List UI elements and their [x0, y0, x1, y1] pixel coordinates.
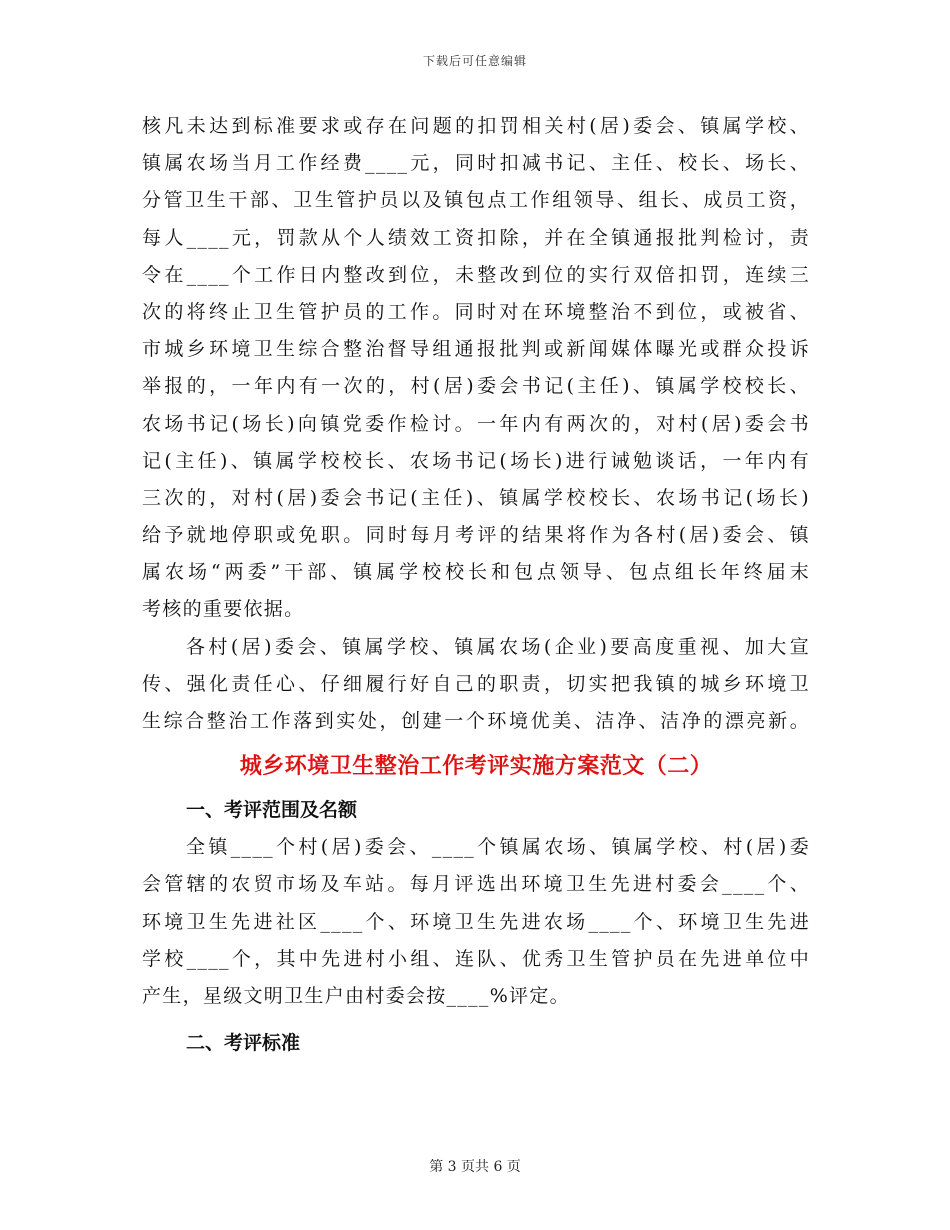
text-line: 市城乡环境卫生综合整治督导组通报批判或新闻媒体曝光或群众投诉	[142, 338, 810, 361]
text-line: 记(主任)、镇属学校校长、农场书记(场长)进行诫勉谈话，一年内有	[142, 449, 810, 472]
text-line: 全镇____个村(居)委会、____个镇属农场、镇属学校、村(居)委	[186, 836, 810, 859]
text-line: 属农场“两委”干部、镇属学校校长和包点领导、包点组长年终届末	[142, 561, 810, 584]
heading-scope: 一、考评范围及名额	[186, 799, 358, 822]
text-line: 次的将终止卫生管护员的工作。同时对在环境整治不到位，或被省、	[142, 300, 810, 323]
text-line: 三次的，对村(居)委会书记(主任)、镇属学校校长、农场书记(场长)	[142, 486, 810, 509]
text-line: 镇属农场当月工作经费____元，同时扣减书记、主任、校长、场长、	[142, 152, 810, 175]
page-number: 第 3 页共 6 页	[429, 1159, 521, 1175]
section-title: 城乡环境卫生整治工作考评实施方案范文（二）	[239, 753, 713, 780]
text-line: 生综合整治工作落到实处，创建一个环境优美、洁净、洁净的漂亮新。	[142, 710, 810, 732]
text-line: 传、强化责任心、仔细履行好自己的职责，切实把我镇的城乡环境卫	[142, 672, 810, 695]
text-line: 产生，星级文明卫生户由村委会按____%评定。	[142, 984, 570, 1007]
paragraph-penalties	[142, 108, 810, 629]
text-line: 令在____个工作日内整改到位，未整改到位的实行双倍扣罚，连续三	[142, 263, 810, 286]
text-line: 举报的，一年内有一次的，村(居)委会书记(主任)、镇属学校校长、	[142, 375, 810, 398]
text-line: 给予就地停职或免职。同时每月考评的结果将作为各村(居)委会、镇	[142, 524, 810, 547]
text-line: 每人____元，罚款从个人绩效工资扣除，并在全镇通报批判检讨，责	[142, 226, 810, 249]
text-line: 各村(居)委会、镇属学校、镇属农场(企业)要高度重视、加大宣	[186, 635, 810, 658]
text-line: 分管卫生干部、卫生管护员以及镇包点工作组领导、组长、成员工资，	[142, 189, 810, 212]
text-line: 考核的重要依据。	[142, 598, 305, 621]
page-header: 下载后可任意编辑	[422, 54, 527, 68]
text-line: 核凡未达到标准要求或存在问题的扣罚相关村(居)委会、镇属学校、	[142, 115, 810, 137]
text-line: 农场书记(场长)向镇党委作检讨。一年内有两次的，对村(居)委会书	[142, 412, 810, 435]
text-line: 环境卫生先进社区____个、环境卫生先进农场____个、环境卫生先进	[142, 910, 810, 933]
heading-standards: 二、考评标准	[186, 1032, 301, 1055]
text-line: 会管辖的农贸市场及车站。每月评选出环境卫生先进村委会____个、	[142, 873, 810, 896]
paragraph-scope	[142, 829, 810, 1015]
text-line: 学校____个，其中先进村小组、连队、优秀卫生管护员在先进单位中	[142, 947, 810, 970]
document-body	[142, 108, 810, 1062]
paragraph-responsibility	[142, 629, 810, 741]
